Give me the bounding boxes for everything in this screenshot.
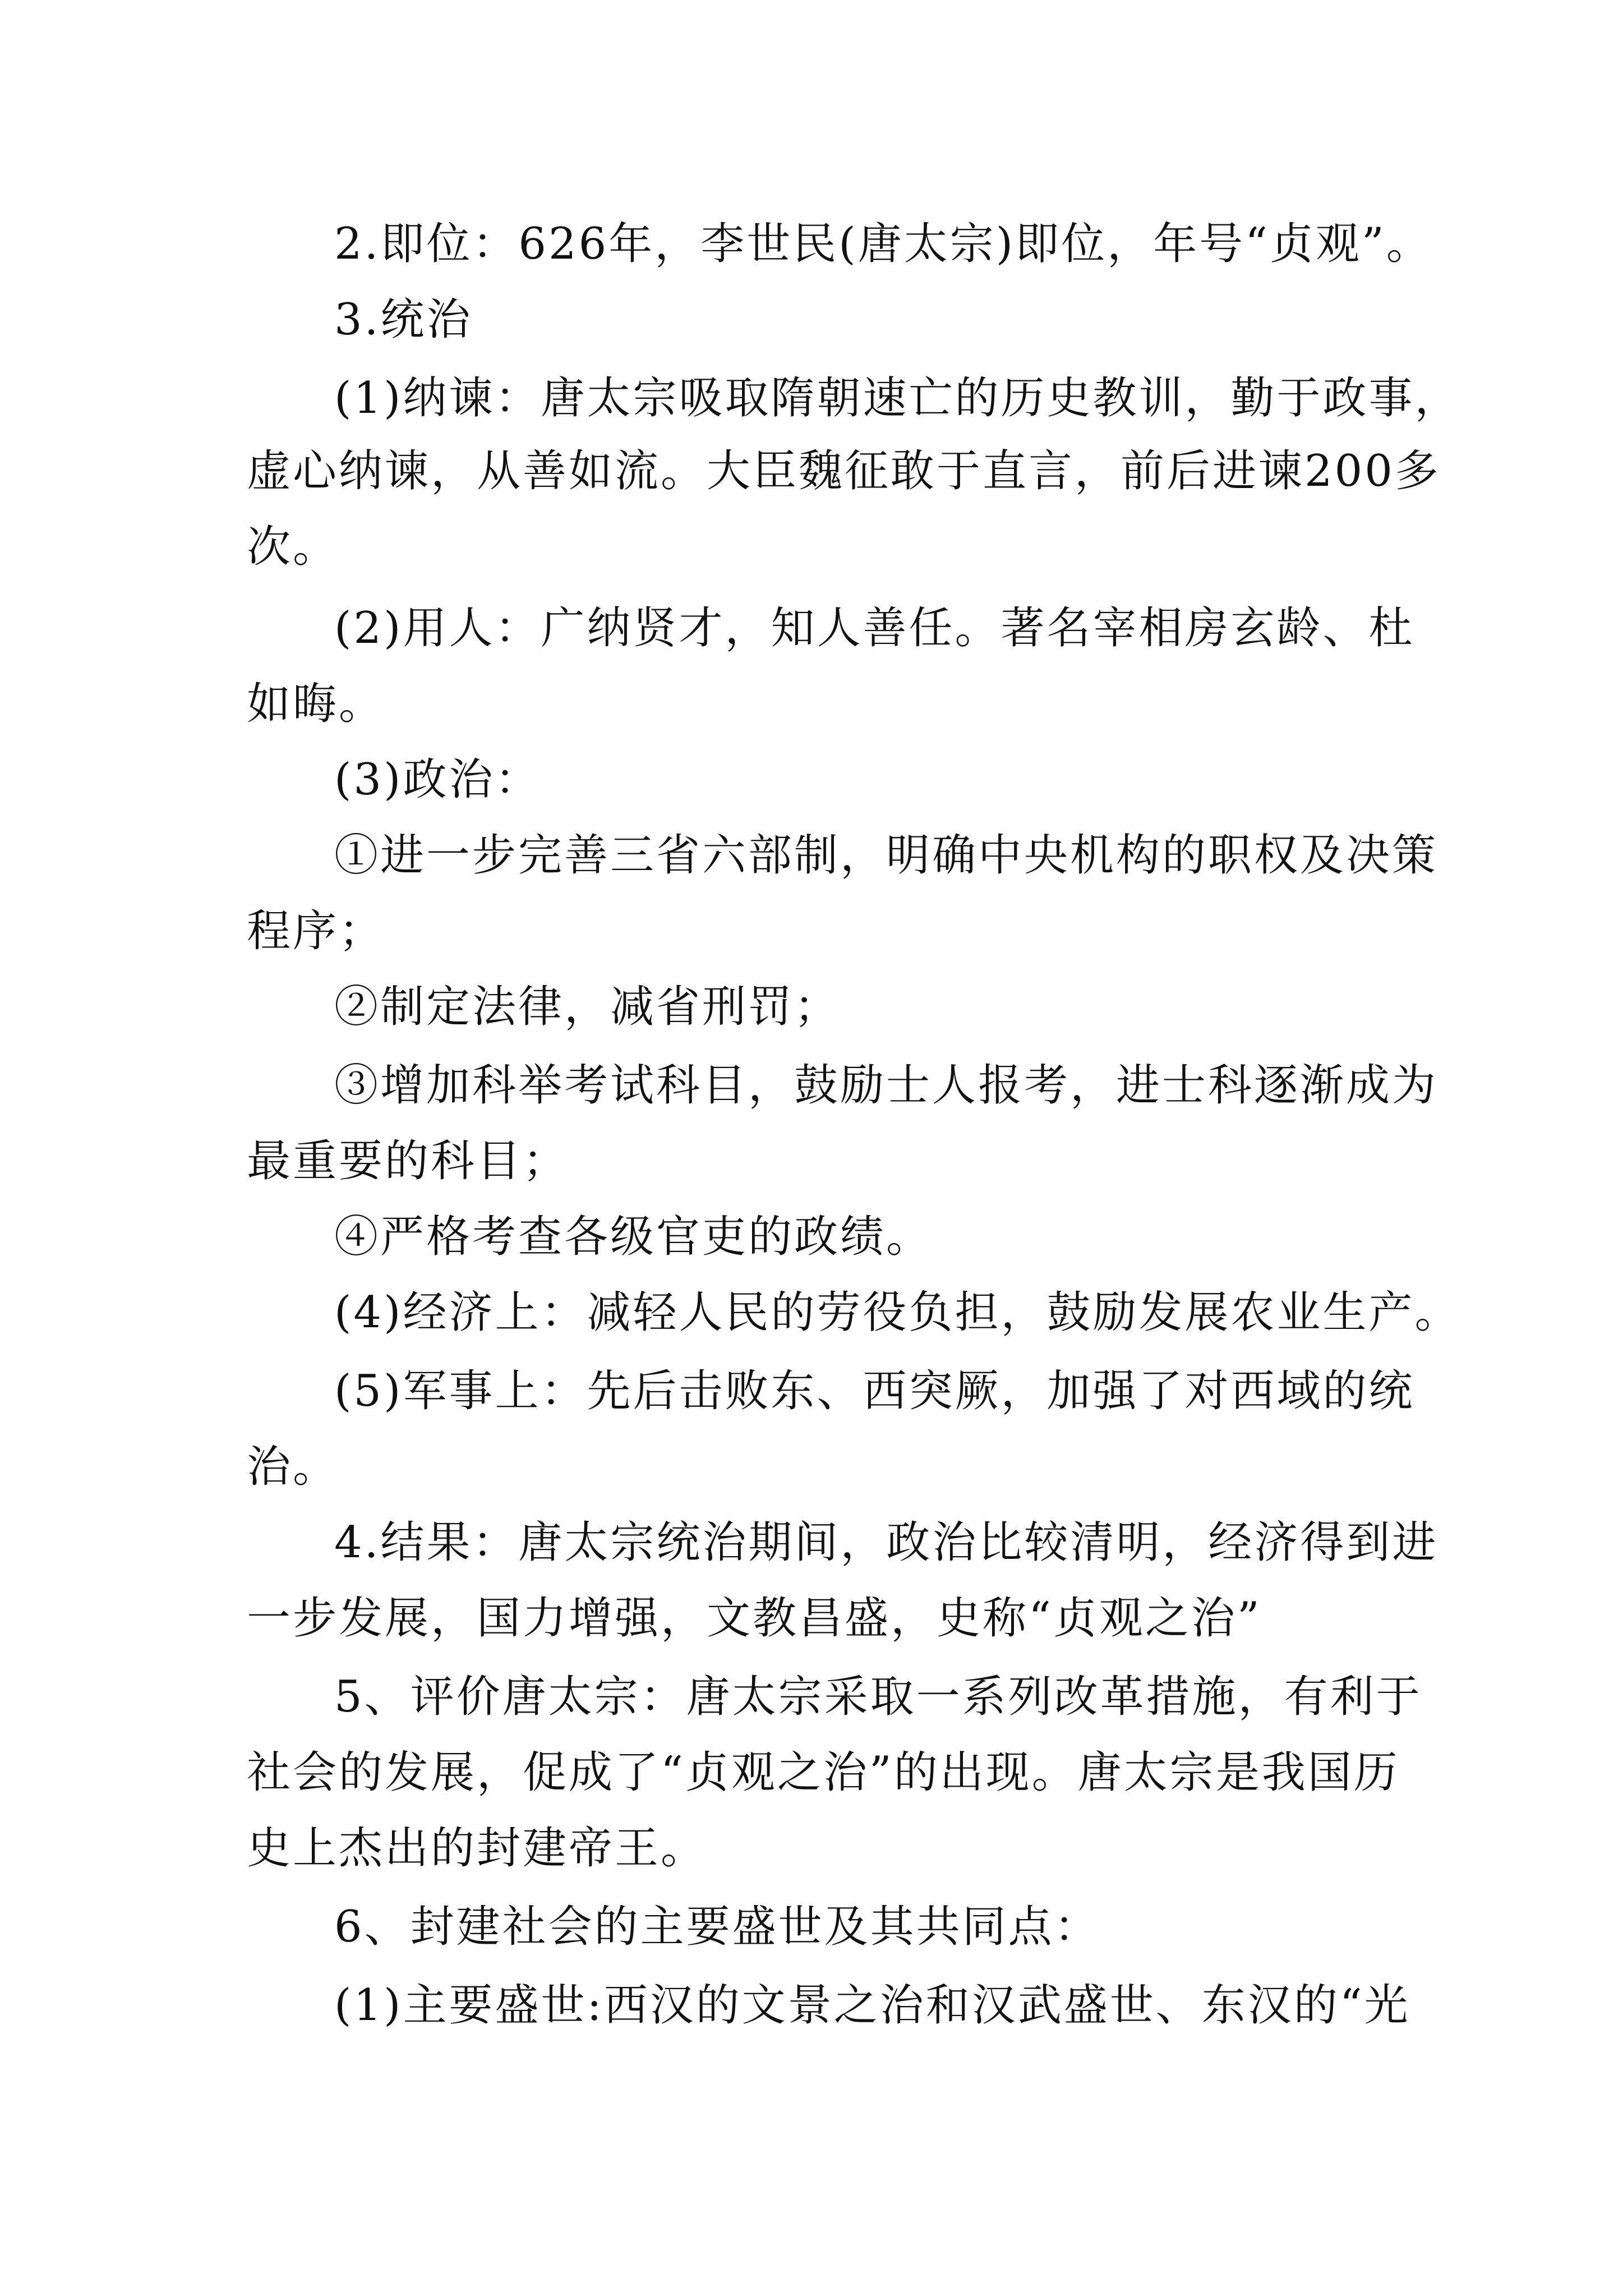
text-line-appointments-end: 如晦。 [247, 679, 385, 729]
text-line-evaluation: 5、评价唐太宗：唐太宗采取一系列改革措施，有利于 [334, 1672, 1422, 1722]
text-line-military-end: 治。 [247, 1442, 339, 1492]
text-line-military: (5)军事上：先后击败东、西突厥，加强了对西域的统 [334, 1366, 1415, 1416]
text-line-politics-item-3-end: 最重要的科目； [247, 1136, 569, 1186]
text-line-rule-heading: 3.统治 [334, 295, 473, 345]
text-line-remonstrance-end: 次。 [247, 522, 339, 572]
text-line-appointments: (2)用人：广纳贤才，知人善任。著名宰相房玄龄、杜 [334, 603, 1415, 654]
text-line-politics-item-1: ①进一步完善三省六部制，明确中央机构的职权及决策 [334, 830, 1438, 881]
text-line-politics-item-2: ②制定法律，减省刑罚； [334, 982, 841, 1032]
text-line-golden-ages-list: (1)主要盛世:西汉的文景之治和汉武盛世、东汉的“光 [334, 1980, 1410, 2031]
text-line-remonstrance: (1)纳谏：唐太宗吸取隋朝速亡的历史教训，勤于政事， [334, 373, 1461, 424]
text-line-politics-item-1-end: 程序； [247, 906, 385, 956]
text-line-remonstrance-cont: 虚心纳谏，从善如流。大臣魏征敢于直言，前后进谏200多 [247, 446, 1441, 496]
text-line-politics-heading: (3)政治： [334, 754, 541, 805]
text-line-evaluation-end: 史上杰出的封建帝王。 [247, 1823, 707, 1874]
text-line-politics-item-4: ④严格考查各级官吏的政绩。 [334, 1212, 933, 1262]
text-line-economy: (4)经济上：减轻人民的劳役负担，鼓励发展农业生产。 [334, 1287, 1461, 1338]
text-line-accession-heading: 2.即位：626年，李世民(唐太宗)即位，年号“贞观”。 [334, 219, 1432, 269]
text-line-result: 4.结果：唐太宗统治期间，政治比较清明，经济得到进 [334, 1517, 1438, 1568]
text-line-result-end: 一步发展，国力增强，文教昌盛，史称“贞观之治” [247, 1593, 1262, 1644]
text-line-evaluation-cont: 社会的发展，促成了“贞观之治”的出现。唐太宗是我国历 [247, 1747, 1400, 1798]
text-line-politics-item-3: ③增加科举考试科目，鼓励士人报考，进士科逐渐成为 [334, 1060, 1438, 1111]
text-line-golden-ages-heading: 6、封建社会的主要盛世及其共同点： [334, 1902, 1100, 1952]
